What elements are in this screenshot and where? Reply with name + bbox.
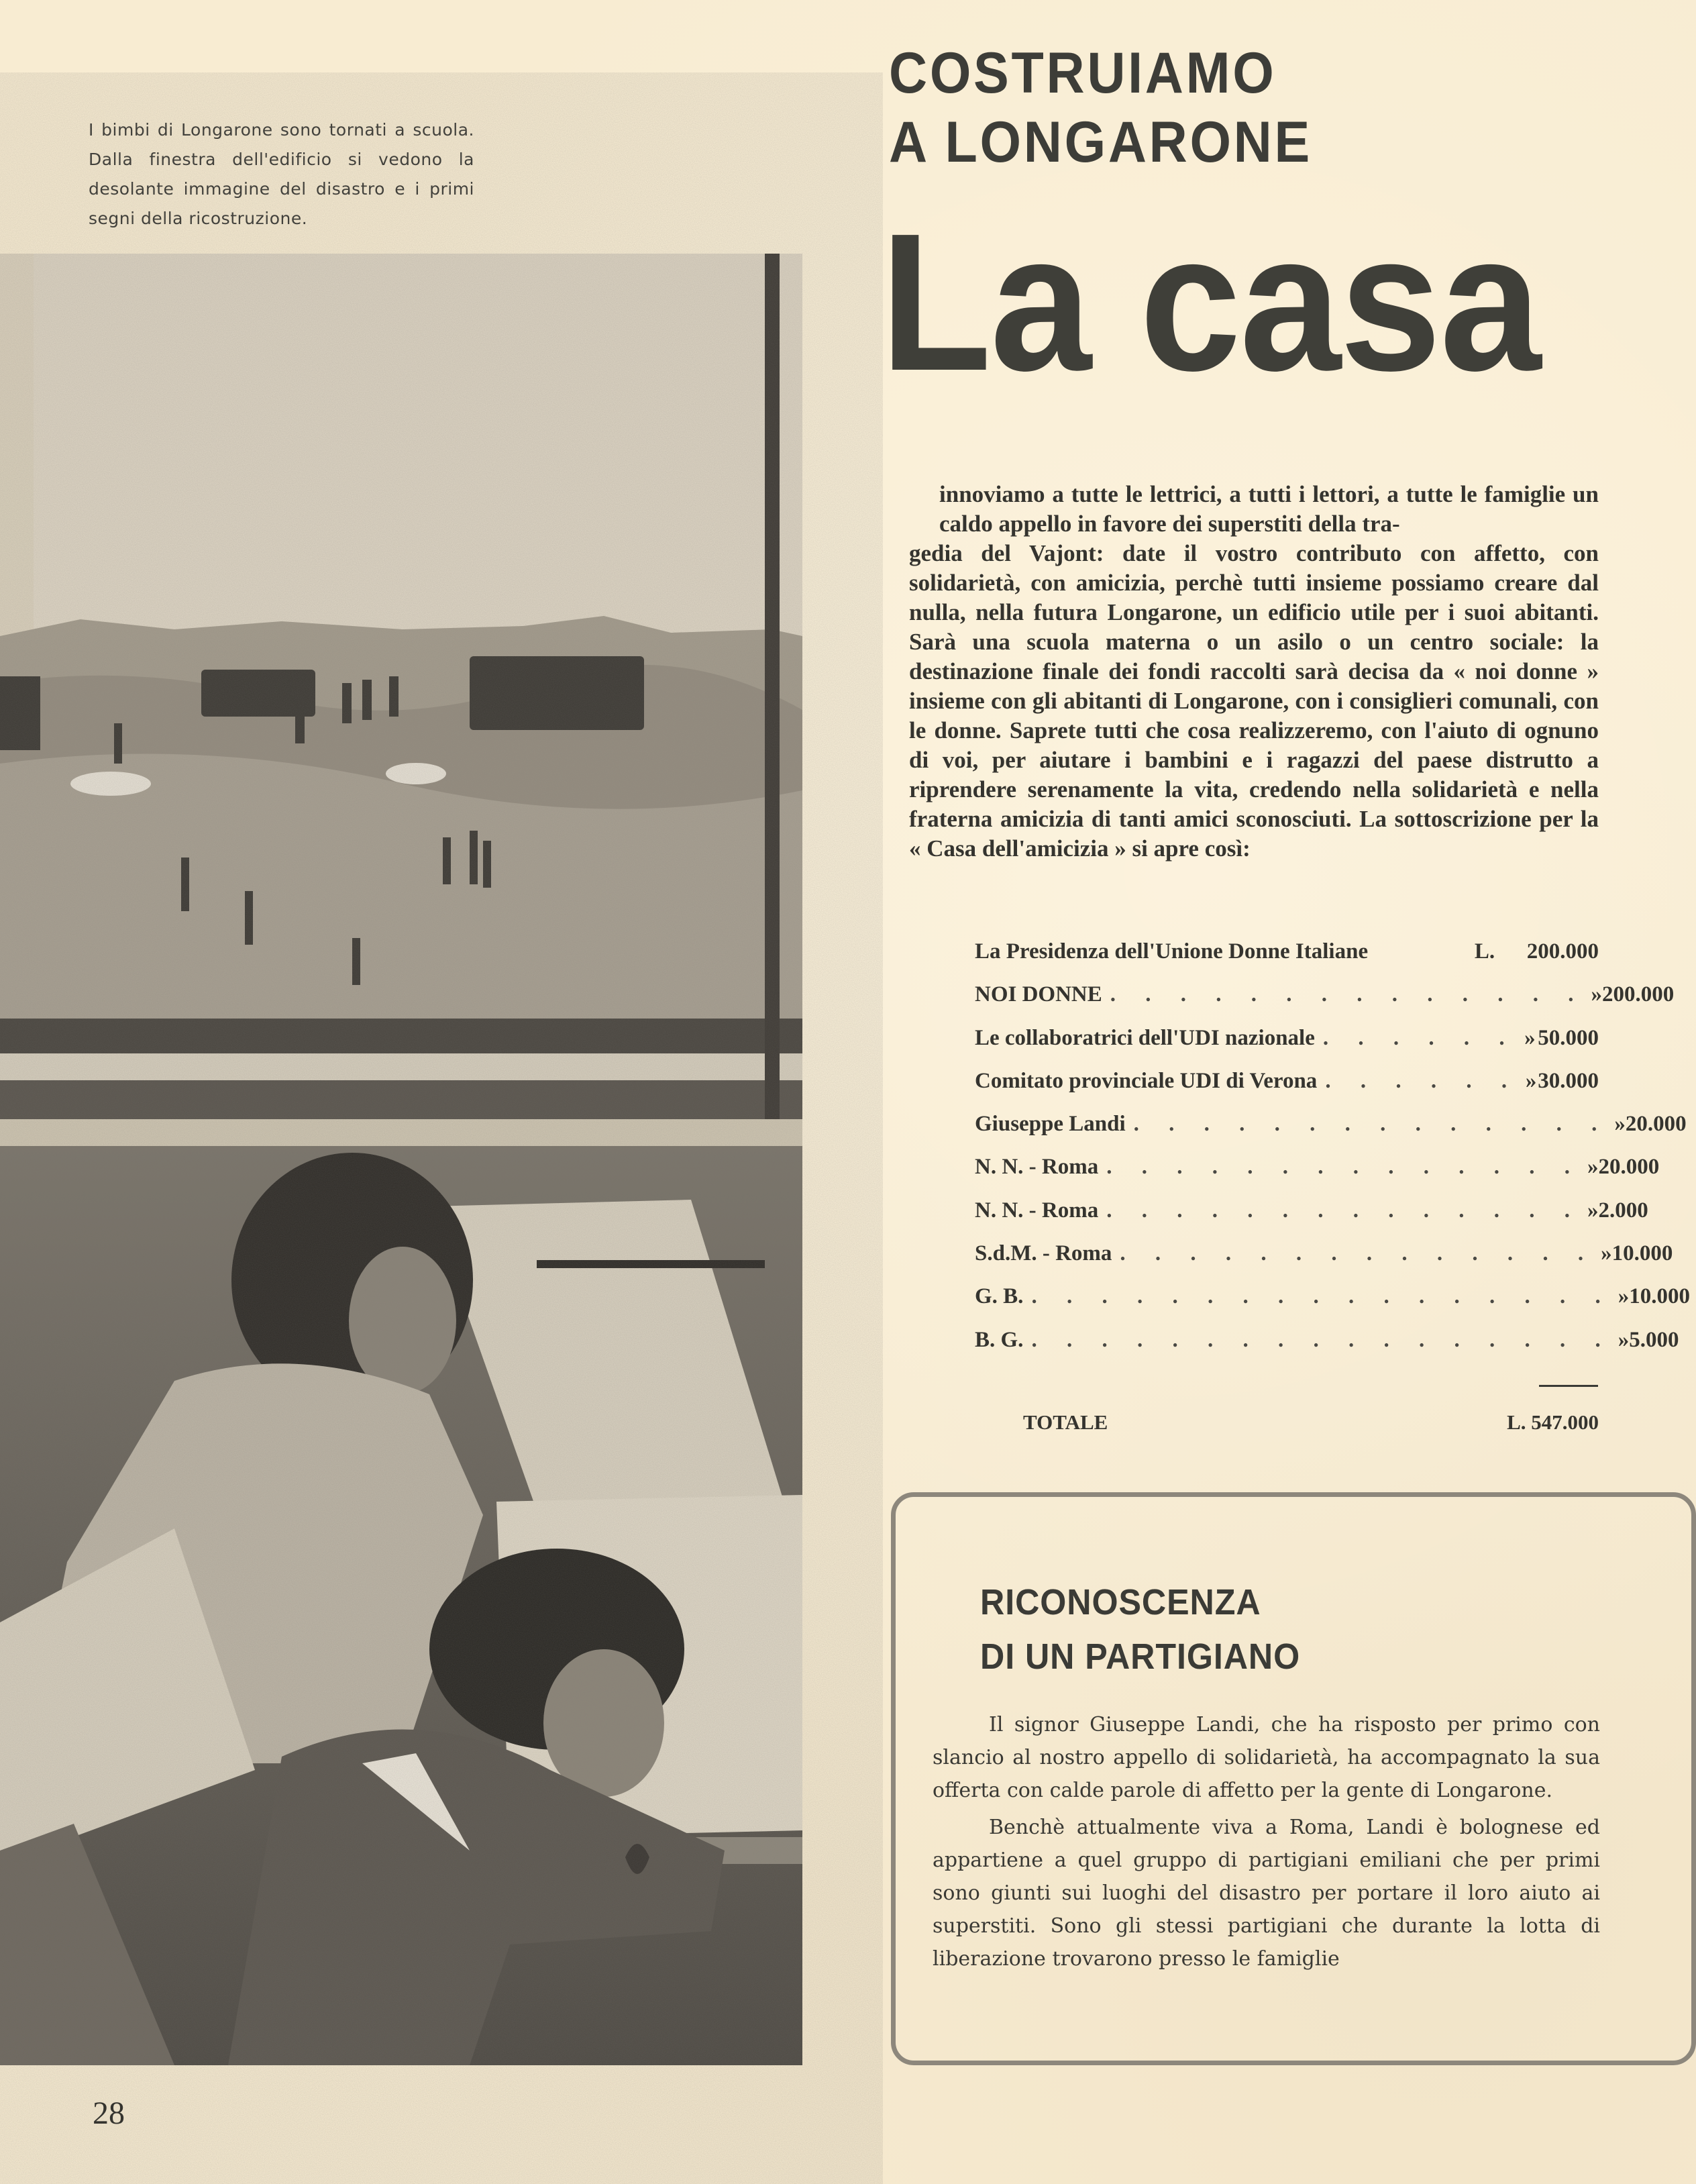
subscription-label: Giuseppe Landi bbox=[975, 1112, 1126, 1137]
currency-mark: » bbox=[1524, 1025, 1536, 1050]
kicker-heading bbox=[889, 39, 1312, 177]
leader-dots: . . . . . . bbox=[1325, 1068, 1520, 1093]
photo-caption: I bimbi di Longarone sono tornati a scuola. Dalla finestra dell'edificio si vedono la desolante immagine del disastro e i primi segni della ricostruzione. bbox=[89, 120, 474, 228]
currency-mark: » bbox=[1614, 1112, 1626, 1137]
subscription-label: B. G. bbox=[975, 1327, 1024, 1352]
subscription-row bbox=[975, 1198, 1648, 1241]
subscription-amount: 10.000 bbox=[1611, 1241, 1673, 1266]
kicker-line-2: A LONGARONE bbox=[889, 110, 1312, 174]
subscription-row bbox=[975, 1112, 1687, 1155]
leader-dots: . . . . . . . . . . . . . . bbox=[1106, 1198, 1582, 1223]
total-amount: L. 547.000 bbox=[1507, 1410, 1599, 1434]
subscription-row bbox=[975, 1284, 1690, 1327]
total-label: TOTALE bbox=[1023, 1410, 1108, 1434]
sidebar-title bbox=[980, 1575, 1300, 1684]
photo-children-at-school bbox=[0, 254, 802, 2065]
currency-mark: » bbox=[1618, 1327, 1630, 1352]
leader-dots: . . . . . . . . . . . . . . bbox=[1120, 1241, 1596, 1266]
currency-mark: » bbox=[1591, 982, 1603, 1007]
subscription-row bbox=[975, 1327, 1679, 1371]
sidebar-body bbox=[933, 1708, 1600, 1975]
leader-dots: . . . . . . . . . . . . . . bbox=[1110, 982, 1586, 1007]
subscription-row bbox=[975, 982, 1675, 1025]
subscription-row bbox=[975, 1241, 1673, 1284]
subscription-label: N. N. - Roma bbox=[975, 1155, 1099, 1180]
subscription-row bbox=[975, 1069, 1599, 1112]
leader-dots: . . . . . . . . . . . . . . . . . bbox=[1031, 1284, 1613, 1309]
leader-dots: . . . . . . . . . . . . . . . . . bbox=[1031, 1327, 1613, 1352]
subscription-list bbox=[975, 939, 1690, 1371]
kicker-line-1: COSTRUIAMO bbox=[889, 41, 1277, 105]
currency-mark: » bbox=[1618, 1284, 1630, 1309]
subscription-row bbox=[975, 1155, 1660, 1198]
total-rule bbox=[1539, 1385, 1598, 1387]
currency-mark: » bbox=[1601, 1241, 1612, 1266]
subscription-amount: 30.000 bbox=[1538, 1068, 1599, 1093]
subscription-row bbox=[975, 1026, 1599, 1069]
leader-dots: . . . . . . . . . . . . . . bbox=[1133, 1112, 1609, 1137]
subscription-amount: 5.000 bbox=[1629, 1327, 1679, 1352]
photo-illustration bbox=[0, 254, 802, 2065]
subscription-amount: 200.000 bbox=[1526, 939, 1599, 964]
total-row bbox=[1023, 1410, 1599, 1435]
subscription-amount: 200.000 bbox=[1602, 982, 1675, 1007]
headline: La casa bbox=[880, 193, 1540, 411]
sidebar-title-line-1: RICONOSCENZA bbox=[980, 1582, 1261, 1622]
subscription-label: Le collaboratrici dell'UDI nazionale bbox=[975, 1025, 1315, 1050]
subscription-label: La Presidenza dell'Unione Donne Italiane bbox=[975, 939, 1369, 964]
leader-dots: . . . . . . . . . . . . . . bbox=[1106, 1155, 1582, 1180]
currency-mark: » bbox=[1587, 1198, 1599, 1223]
subscription-label: NOI DONNE bbox=[975, 982, 1102, 1007]
subscription-amount: 10.000 bbox=[1629, 1284, 1690, 1309]
subscription-amount: 50.000 bbox=[1538, 1025, 1599, 1050]
leader-dots: . . . . . . bbox=[1322, 1025, 1517, 1050]
subscription-row bbox=[975, 939, 1599, 982]
subscription-label: G. B. bbox=[975, 1284, 1024, 1309]
currency-mark: L. bbox=[1474, 939, 1495, 964]
subscription-label: Comitato provinciale UDI di Verona bbox=[975, 1068, 1318, 1093]
currency-mark: » bbox=[1587, 1155, 1599, 1180]
article-opening-lines: innoviamo a tutte le lettrici, a tutti i lettori, a tutte le famiglie un caldo appello in favore dei superstiti della tra- bbox=[939, 481, 1599, 537]
currency-mark: » bbox=[1525, 1068, 1537, 1093]
sidebar-paragraph: Benchè attualmente viva a Roma, Landi è bolognese ed appartiene a quel gruppo di partigiani emiliani che per primi sono giunti sui luoghi del disastro per portare il loro aiuto ai superstiti. Sono gli stessi partigiani che durante la lotta di liberazione trovarono presso le famiglie bbox=[933, 1816, 1600, 1971]
page-number: 28 bbox=[93, 2095, 125, 2131]
sidebar-paragraph: Il signor Giuseppe Landi, che ha risposto per primo con slancio al nostro appello di solidarietà, ha accompagnato la sua offerta con calde parole di affetto per la gente di Longarone. bbox=[933, 1713, 1600, 1802]
article-body bbox=[909, 480, 1599, 864]
sidebar-title-line-2: DI UN PARTIGIANO bbox=[980, 1636, 1301, 1677]
article-paragraph: gedia del Vajont: date il vostro contributo con affetto, con solidarietà, con amicizia, perchè tutti insieme possiamo creare dal nulla, nella futura Longarone, un edificio utile per i suoi abitanti. Sarà una scuola materna o un asilo o un centro sociale: la destinazione finale dei fondi raccolti sarà decisa da « noi donne » insieme con gli abitanti di Longarone, con i consiglieri comunali, con le donne. Saprete tutti che cosa realizzeremo, con l'aiuto di ognuno di voi, per aiutare i bambini e i ragazzi del paese distrutto a riprendere serenamente la vita, credendo nella solidarietà e nella fraterna amicizia di tanti amici sconosciuti. La sottoscrizione per la « Casa dell'amicizia » si apre così: bbox=[909, 540, 1599, 862]
subscription-label: N. N. - Roma bbox=[975, 1198, 1099, 1223]
subscription-amount: 20.000 bbox=[1598, 1155, 1660, 1180]
article-intro bbox=[909, 480, 1599, 539]
subscription-label: S.d.M. - Roma bbox=[975, 1241, 1112, 1266]
subscription-amount: 20.000 bbox=[1625, 1112, 1687, 1137]
subscription-amount: 2.000 bbox=[1598, 1198, 1648, 1223]
